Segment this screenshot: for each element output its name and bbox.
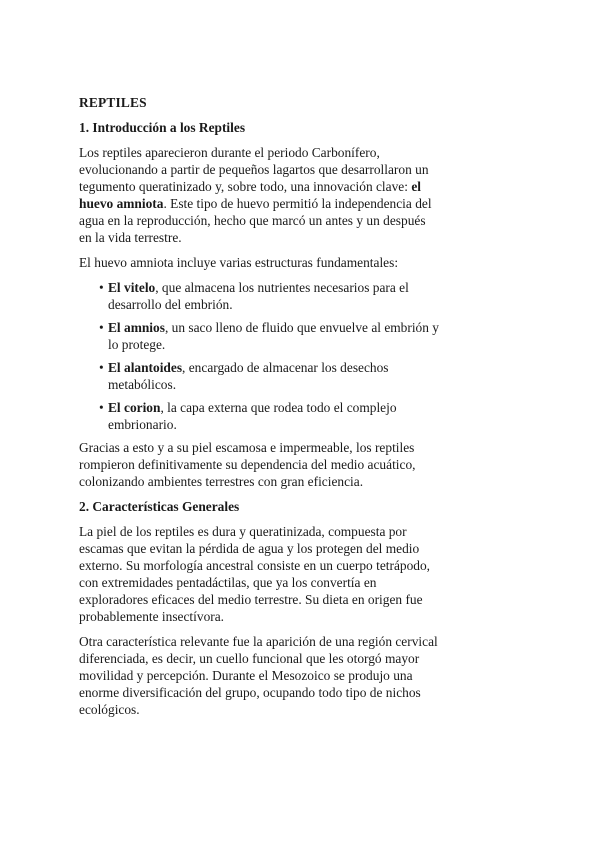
characteristics-paragraph-1: La piel de los reptiles es dura y queratinizada, compuesta por escamas que evitan la pérdida de agua y los protegen del medio externo. Su morfología ancestral consiste en un cuerpo tetrápodo, con extremidades pentadáctilas, que ya los convertía en exploradores eficaces del medio terrestre. Su dieta en origen fue probablemente insectívora. bbox=[79, 524, 431, 624]
list-item-term: El alantoides bbox=[108, 360, 183, 375]
list-item bbox=[92, 279, 441, 313]
list-item-term: El amnios bbox=[108, 320, 165, 335]
intro-paragraph-2: El huevo amniota incluye varias estructuras fundamentales: bbox=[79, 255, 399, 270]
list-item-desc: , la capa externa que rodea todo el complejo embrionario. bbox=[108, 400, 397, 432]
list-item-term: El vitelo bbox=[108, 280, 156, 295]
list-item bbox=[92, 399, 441, 433]
characteristics-paragraph-2: Otra característica relevante fue la aparición de una región cervical diferenciada, es decir, un cuello funcional que les otorgó mayor movilidad y percepción. Durante el Mesozoico se produjo una enorme diversificación del grupo, ocupando todo tipo de nichos ecológicos. bbox=[79, 634, 438, 717]
bullet-icon: • bbox=[99, 400, 104, 415]
intro-paragraph-1 bbox=[79, 144, 441, 246]
bullet-icon: • bbox=[99, 320, 104, 335]
egg-structures-list bbox=[79, 279, 441, 433]
section-heading-characteristics: 2. Características Generales bbox=[79, 499, 240, 514]
intro-paragraph-3: Gracias a esto y a su piel escamosa e impermeable, los reptiles rompieron definitivamente su dependencia del medio acuático, colonizando ambientes terrestres con gran eficiencia. bbox=[79, 440, 416, 489]
list-item bbox=[92, 319, 441, 353]
list-item bbox=[92, 359, 441, 393]
bullet-icon: • bbox=[99, 280, 104, 295]
intro-text-before: Los reptiles aparecieron durante el periodo Carbonífero, evolucionando a partir de pequeños lagartos que desarrollaron un tegumento queratinizado y, sobre todo, una innovación clave: bbox=[79, 145, 429, 194]
list-item-term: El corion bbox=[108, 400, 161, 415]
bullet-icon: • bbox=[99, 360, 104, 375]
list-item-desc: , que almacena los nutrientes necesarios para el desarrollo del embrión. bbox=[108, 280, 409, 312]
intro-text-after: . Este tipo de huevo permitió la independencia del agua en la reproducción, hecho que marcó un antes y un después en la vida terrestre. bbox=[79, 196, 432, 245]
document-title: REPTILES bbox=[79, 95, 147, 110]
section-heading-intro: 1. Introducción a los Reptiles bbox=[79, 120, 246, 135]
list-item-desc: , encargado de almacenar los desechos metabólicos. bbox=[108, 360, 389, 392]
intro-bold-term: el huevo amniota bbox=[79, 179, 421, 211]
list-item-desc: , un saco lleno de fluido que envuelve al embrión y lo protege. bbox=[108, 320, 439, 352]
